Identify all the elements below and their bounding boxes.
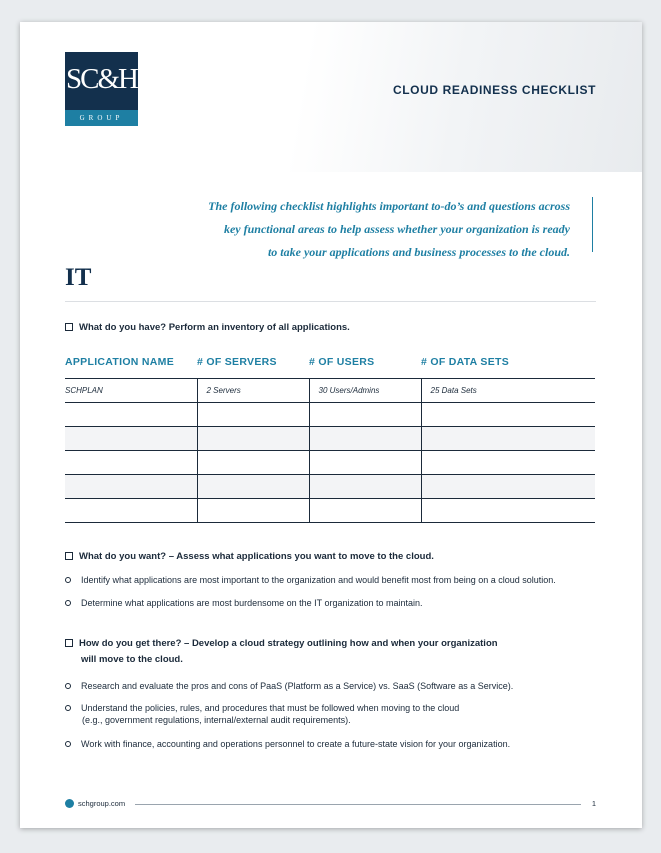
- table-cell[interactable]: [197, 403, 309, 427]
- footer-divider: [135, 804, 581, 805]
- company-logo: [65, 52, 138, 126]
- document-title: CLOUD READINESS CHECKLIST: [392, 83, 596, 97]
- table-cell[interactable]: [309, 499, 421, 523]
- table-cell[interactable]: [65, 475, 197, 499]
- checklist-item-strategy: [65, 638, 498, 665]
- bullet-item: [65, 702, 459, 726]
- checklist-label: How do you get there? – Develop a cloud strategy outlining how and when your organization: [79, 638, 498, 649]
- bullet-item: [65, 574, 556, 586]
- bullet-item: [65, 680, 513, 692]
- table-cell[interactable]: [421, 475, 595, 499]
- table-cell[interactable]: 25 Data Sets: [421, 379, 595, 403]
- table-row: [65, 475, 595, 499]
- logo-mark: SC&H: [66, 63, 137, 95]
- inventory-table: [65, 354, 595, 523]
- table-cell[interactable]: [421, 451, 595, 475]
- logo-group-band: GROUP: [65, 110, 138, 126]
- checklist-label: What do you have? Perform an inventory of all applications.: [79, 322, 350, 333]
- checklist-item-inventory: [65, 322, 350, 333]
- column-header-application-name: APPLICATION NAME: [65, 354, 197, 379]
- bullet-text: Research and evaluate the pros and cons of PaaS (Platform as a Service) vs. SaaS (Software as a Service).: [81, 681, 514, 691]
- checklist-label-continued: will move to the cloud.: [81, 654, 183, 665]
- table-row: [65, 427, 595, 451]
- table-cell[interactable]: [309, 403, 421, 427]
- table-row: [65, 451, 595, 475]
- bullet-item: [65, 597, 423, 609]
- circle-bullet-icon: [65, 741, 71, 747]
- page-footer: [65, 798, 596, 810]
- document-page: [20, 22, 642, 828]
- column-header-servers: # OF SERVERS: [197, 354, 309, 379]
- circle-bullet-icon: [65, 600, 71, 606]
- table-cell[interactable]: [65, 427, 197, 451]
- circle-bullet-icon: [65, 705, 71, 711]
- table-cell[interactable]: SCHPLAN: [65, 379, 197, 403]
- checkbox[interactable]: [65, 552, 73, 560]
- bullet-text: Understand the policies, rules, and procedures that must be followed when moving to the cloud: [81, 703, 460, 713]
- section-divider: [65, 301, 596, 302]
- checkbox[interactable]: [65, 323, 73, 331]
- intro-line: key functional areas to help assess whether your organization is ready: [223, 222, 570, 236]
- checklist-label: What do you want? – Assess what applications you want to move to the cloud.: [79, 551, 434, 562]
- checklist-item-want: [65, 551, 434, 562]
- circle-bullet-icon: [65, 577, 71, 583]
- table-row: [65, 403, 595, 427]
- column-header-data-sets: # OF DATA SETS: [421, 354, 595, 379]
- table-cell[interactable]: [421, 499, 595, 523]
- circle-bullet-icon: [65, 683, 71, 689]
- section-title: IT: [65, 264, 92, 291]
- checkbox[interactable]: [65, 639, 73, 647]
- table-cell[interactable]: [197, 451, 309, 475]
- table-cell[interactable]: [197, 427, 309, 451]
- table-cell[interactable]: [65, 451, 197, 475]
- table-cell[interactable]: 30 Users/Admins: [309, 379, 421, 403]
- table-cell[interactable]: 2 Servers: [197, 379, 309, 403]
- bullet-text: Work with finance, accounting and operations personnel to create a future-state vision for your organization.: [81, 739, 511, 749]
- footer-website-link[interactable]: schgroup.com: [78, 799, 126, 808]
- bullet-item: [65, 738, 510, 750]
- table-row: [65, 379, 595, 403]
- bullet-text: Determine what applications are most burdensome on the IT organization to maintain.: [81, 598, 423, 608]
- globe-icon: [65, 799, 74, 808]
- table-row: [65, 499, 595, 523]
- table-cell[interactable]: [197, 475, 309, 499]
- table-cell[interactable]: [197, 499, 309, 523]
- intro-line: The following checklist highlights important to-do’s and questions across: [208, 199, 570, 213]
- table-cell[interactable]: [309, 451, 421, 475]
- table-cell[interactable]: [65, 403, 197, 427]
- intro-accent-bar: [592, 197, 593, 252]
- intro-text: [150, 195, 570, 264]
- table-cell[interactable]: [421, 427, 595, 451]
- table-cell[interactable]: [421, 403, 595, 427]
- bullet-text-continued: (e.g., government regulations, internal/external audit requirements).: [82, 715, 351, 725]
- column-header-users: # OF USERS: [309, 354, 421, 379]
- table-cell[interactable]: [309, 427, 421, 451]
- table-cell[interactable]: [309, 475, 421, 499]
- intro-line: to take your applications and business processes to the cloud.: [267, 245, 570, 259]
- table-header-row: [65, 354, 595, 379]
- table-cell[interactable]: [65, 499, 197, 523]
- page-number: 1: [591, 799, 596, 808]
- bullet-text: Identify what applications are most important to the organization and would benefit most from being on a cloud solution.: [81, 575, 556, 585]
